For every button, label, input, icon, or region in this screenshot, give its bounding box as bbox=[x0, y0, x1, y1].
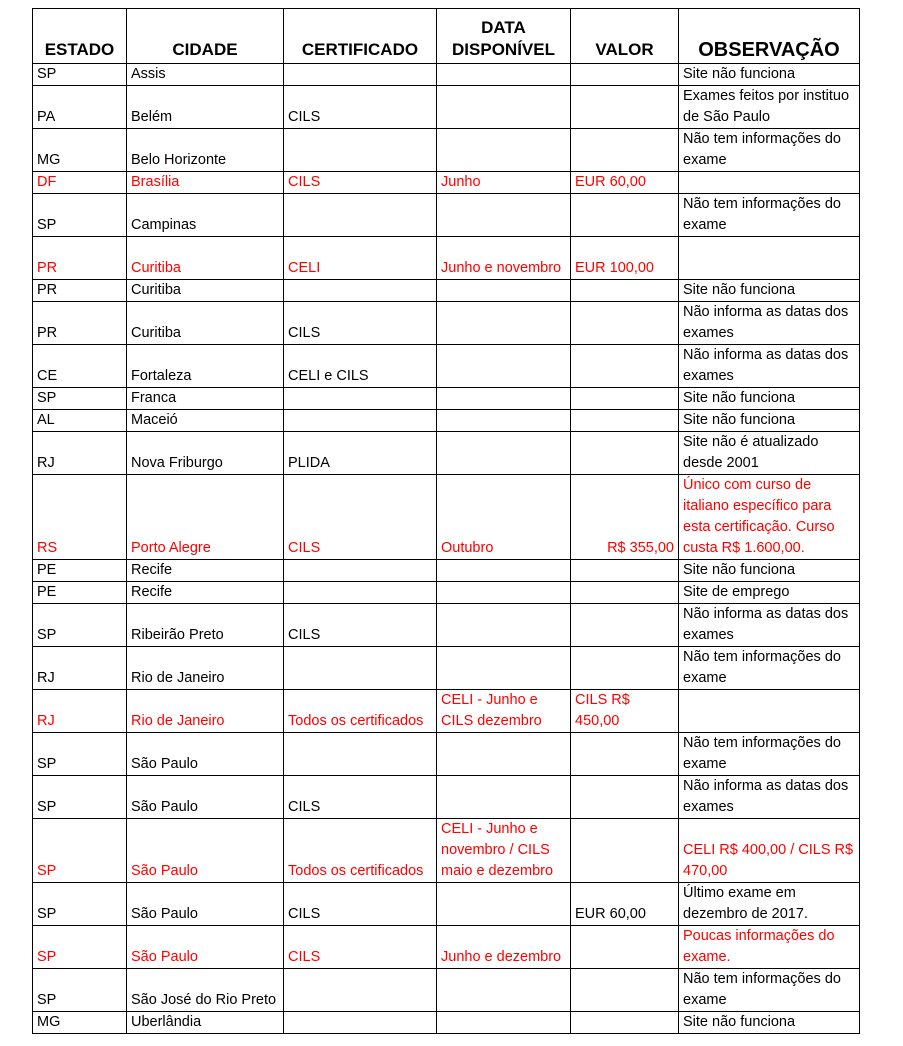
cell-valor bbox=[571, 733, 679, 776]
cell-estado: PR bbox=[33, 237, 127, 280]
table-row bbox=[33, 733, 860, 776]
cell-cidade: Belo Horizonte bbox=[127, 129, 284, 172]
cell-cidade: Franca bbox=[127, 388, 284, 410]
cell-valor: EUR 100,00 bbox=[571, 237, 679, 280]
table-row bbox=[33, 582, 860, 604]
header-valor: VALOR bbox=[571, 9, 679, 64]
cell-data: Junho bbox=[437, 172, 571, 194]
cell-cidade: Belém bbox=[127, 86, 284, 129]
cell-estado: SP bbox=[33, 819, 127, 883]
cell-certificado: CILS bbox=[284, 776, 437, 819]
cell-valor bbox=[571, 194, 679, 237]
cell-data: CELI - Junho e novembro / CILS maio e dezembro bbox=[437, 819, 571, 883]
cell-valor bbox=[571, 64, 679, 86]
cell-data bbox=[437, 345, 571, 388]
cell-estado: MG bbox=[33, 129, 127, 172]
cell-valor bbox=[571, 582, 679, 604]
cell-observacao: Site não é atualizado desde 2001 bbox=[679, 432, 860, 475]
cell-data: Outubro bbox=[437, 475, 571, 560]
cell-valor: EUR 60,00 bbox=[571, 883, 679, 926]
cell-certificado bbox=[284, 64, 437, 86]
cell-cidade: Curitiba bbox=[127, 280, 284, 302]
cell-data bbox=[437, 194, 571, 237]
cell-estado: SP bbox=[33, 969, 127, 1012]
cell-valor bbox=[571, 560, 679, 582]
cell-certificado bbox=[284, 733, 437, 776]
cell-observacao: Site não funciona bbox=[679, 410, 860, 432]
table-body bbox=[33, 64, 860, 1034]
header-data: DATA DISPONÍVEL bbox=[437, 9, 571, 64]
cell-cidade: Rio de Janeiro bbox=[127, 647, 284, 690]
cell-observacao bbox=[679, 172, 860, 194]
cell-data bbox=[437, 64, 571, 86]
cell-observacao: Exames feitos por instituo de São Paulo bbox=[679, 86, 860, 129]
cell-estado: AL bbox=[33, 410, 127, 432]
cell-valor bbox=[571, 86, 679, 129]
cell-estado: SP bbox=[33, 883, 127, 926]
cell-cidade: São Paulo bbox=[127, 883, 284, 926]
cell-certificado: CILS bbox=[284, 604, 437, 647]
cell-valor bbox=[571, 1012, 679, 1034]
cell-observacao: Poucas informações do exame. bbox=[679, 926, 860, 969]
cell-cidade: Fortaleza bbox=[127, 345, 284, 388]
cell-data bbox=[437, 432, 571, 475]
cell-certificado: CELI e CILS bbox=[284, 345, 437, 388]
cell-cidade: Recife bbox=[127, 560, 284, 582]
cell-data bbox=[437, 388, 571, 410]
cell-certificado: CELI bbox=[284, 237, 437, 280]
table-row bbox=[33, 237, 860, 280]
cell-cidade: Maceió bbox=[127, 410, 284, 432]
header-observacao: OBSERVAÇÃO bbox=[679, 9, 860, 64]
cell-observacao: Último exame em dezembro de 2017. bbox=[679, 883, 860, 926]
table-row bbox=[33, 776, 860, 819]
table-row bbox=[33, 194, 860, 237]
cell-data: CELI - Junho e CILS dezembro bbox=[437, 690, 571, 733]
cell-data bbox=[437, 582, 571, 604]
cell-cidade: Curitiba bbox=[127, 237, 284, 280]
cell-observacao: Único com curso de italiano específico para esta certificação. Curso custa R$ 1.600,00. bbox=[679, 475, 860, 560]
cell-valor bbox=[571, 388, 679, 410]
cell-cidade: Porto Alegre bbox=[127, 475, 284, 560]
cell-observacao: Não tem informações do exame bbox=[679, 129, 860, 172]
header-row bbox=[33, 9, 860, 64]
cell-data bbox=[437, 86, 571, 129]
cell-data bbox=[437, 776, 571, 819]
cell-data bbox=[437, 280, 571, 302]
cell-certificado bbox=[284, 560, 437, 582]
cell-data bbox=[437, 969, 571, 1012]
cell-certificado: CILS bbox=[284, 302, 437, 345]
cell-data bbox=[437, 647, 571, 690]
cell-data bbox=[437, 560, 571, 582]
cell-cidade: São Paulo bbox=[127, 926, 284, 969]
cell-valor: CILS R$ 450,00 bbox=[571, 690, 679, 733]
cell-certificado bbox=[284, 647, 437, 690]
cell-valor bbox=[571, 926, 679, 969]
cell-observacao: Site não funciona bbox=[679, 388, 860, 410]
cell-valor bbox=[571, 776, 679, 819]
cell-cidade: Assis bbox=[127, 64, 284, 86]
cell-certificado bbox=[284, 410, 437, 432]
cell-certificado bbox=[284, 969, 437, 1012]
cell-data bbox=[437, 129, 571, 172]
cell-cidade: Recife bbox=[127, 582, 284, 604]
cell-estado: RJ bbox=[33, 432, 127, 475]
table-row bbox=[33, 926, 860, 969]
cell-data: Junho e dezembro bbox=[437, 926, 571, 969]
table-row bbox=[33, 388, 860, 410]
table-row bbox=[33, 604, 860, 647]
cell-estado: MG bbox=[33, 1012, 127, 1034]
cell-observacao: Não informa as datas dos exames bbox=[679, 776, 860, 819]
cell-data bbox=[437, 410, 571, 432]
cell-certificado bbox=[284, 388, 437, 410]
table-row bbox=[33, 280, 860, 302]
table-row bbox=[33, 345, 860, 388]
table-row bbox=[33, 172, 860, 194]
cell-observacao: Não tem informações do exame bbox=[679, 733, 860, 776]
cell-cidade: São Paulo bbox=[127, 733, 284, 776]
cell-certificado: CILS bbox=[284, 475, 437, 560]
table-row bbox=[33, 969, 860, 1012]
cell-estado: RS bbox=[33, 475, 127, 560]
cell-observacao: Não informa as datas dos exames bbox=[679, 604, 860, 647]
cell-observacao: Site não funciona bbox=[679, 1012, 860, 1034]
cell-estado: RJ bbox=[33, 647, 127, 690]
cell-valor bbox=[571, 345, 679, 388]
cell-observacao: Não tem informações do exame bbox=[679, 647, 860, 690]
cell-estado: PE bbox=[33, 582, 127, 604]
cell-estado: PR bbox=[33, 280, 127, 302]
cell-certificado: CILS bbox=[284, 926, 437, 969]
cell-estado: DF bbox=[33, 172, 127, 194]
table-row bbox=[33, 64, 860, 86]
cell-certificado bbox=[284, 1012, 437, 1034]
cell-observacao: Site não funciona bbox=[679, 64, 860, 86]
table-row bbox=[33, 560, 860, 582]
cell-estado: SP bbox=[33, 388, 127, 410]
cell-estado: PR bbox=[33, 302, 127, 345]
table-row bbox=[33, 690, 860, 733]
cell-valor bbox=[571, 819, 679, 883]
table-row bbox=[33, 432, 860, 475]
cell-observacao: CELI R$ 400,00 / CILS R$ 470,00 bbox=[679, 819, 860, 883]
table-row bbox=[33, 1012, 860, 1034]
cell-cidade: Nova Friburgo bbox=[127, 432, 284, 475]
cell-valor: EUR 60,00 bbox=[571, 172, 679, 194]
cell-cidade: Uberlândia bbox=[127, 1012, 284, 1034]
cell-certificado: CILS bbox=[284, 86, 437, 129]
cell-data bbox=[437, 733, 571, 776]
cell-estado: SP bbox=[33, 733, 127, 776]
cell-observacao bbox=[679, 237, 860, 280]
table-row bbox=[33, 475, 860, 560]
table-row bbox=[33, 129, 860, 172]
cell-observacao: Site não funciona bbox=[679, 280, 860, 302]
cell-valor bbox=[571, 647, 679, 690]
cell-cidade: Ribeirão Preto bbox=[127, 604, 284, 647]
cell-data bbox=[437, 1012, 571, 1034]
cell-certificado: PLIDA bbox=[284, 432, 437, 475]
cell-data bbox=[437, 883, 571, 926]
cell-cidade: Brasília bbox=[127, 172, 284, 194]
cell-estado: SP bbox=[33, 194, 127, 237]
cell-observacao: Não tem informações do exame bbox=[679, 194, 860, 237]
cell-observacao: Não informa as datas dos exames bbox=[679, 345, 860, 388]
cell-certificado bbox=[284, 129, 437, 172]
table-row bbox=[33, 86, 860, 129]
cell-estado: SP bbox=[33, 64, 127, 86]
table-row bbox=[33, 819, 860, 883]
table-row bbox=[33, 410, 860, 432]
cell-certificado: CILS bbox=[284, 883, 437, 926]
header-estado: ESTADO bbox=[33, 9, 127, 64]
cell-data bbox=[437, 302, 571, 345]
cell-valor bbox=[571, 302, 679, 345]
cell-certificado bbox=[284, 280, 437, 302]
cell-cidade: São José do Rio Preto bbox=[127, 969, 284, 1012]
cell-cidade: São Paulo bbox=[127, 819, 284, 883]
cell-valor bbox=[571, 969, 679, 1012]
table-row bbox=[33, 883, 860, 926]
cell-cidade: Campinas bbox=[127, 194, 284, 237]
table-row bbox=[33, 647, 860, 690]
table-row bbox=[33, 302, 860, 345]
cell-valor bbox=[571, 604, 679, 647]
cell-estado: PA bbox=[33, 86, 127, 129]
cell-estado: RJ bbox=[33, 690, 127, 733]
cell-valor bbox=[571, 432, 679, 475]
cell-valor bbox=[571, 129, 679, 172]
cell-data: Junho e novembro bbox=[437, 237, 571, 280]
cell-data bbox=[437, 604, 571, 647]
cell-valor bbox=[571, 280, 679, 302]
cell-estado: SP bbox=[33, 604, 127, 647]
cell-certificado bbox=[284, 194, 437, 237]
header-certificado: CERTIFICADO bbox=[284, 9, 437, 64]
cell-observacao: Não tem informações do exame bbox=[679, 969, 860, 1012]
exam-table bbox=[32, 8, 860, 1034]
cell-observacao bbox=[679, 690, 860, 733]
cell-cidade: Rio de Janeiro bbox=[127, 690, 284, 733]
cell-cidade: Curitiba bbox=[127, 302, 284, 345]
cell-certificado: Todos os certificados bbox=[284, 819, 437, 883]
cell-certificado: CILS bbox=[284, 172, 437, 194]
cell-certificado bbox=[284, 582, 437, 604]
cell-valor: R$ 355,00 bbox=[571, 475, 679, 560]
header-cidade: CIDADE bbox=[127, 9, 284, 64]
cell-cidade: São Paulo bbox=[127, 776, 284, 819]
cell-estado: PE bbox=[33, 560, 127, 582]
cell-estado: SP bbox=[33, 926, 127, 969]
cell-estado: SP bbox=[33, 776, 127, 819]
cell-estado: CE bbox=[33, 345, 127, 388]
cell-observacao: Não informa as datas dos exames bbox=[679, 302, 860, 345]
cell-observacao: Site não funciona bbox=[679, 560, 860, 582]
cell-valor bbox=[571, 410, 679, 432]
cell-observacao: Site de emprego bbox=[679, 582, 860, 604]
cell-certificado: Todos os certificados bbox=[284, 690, 437, 733]
